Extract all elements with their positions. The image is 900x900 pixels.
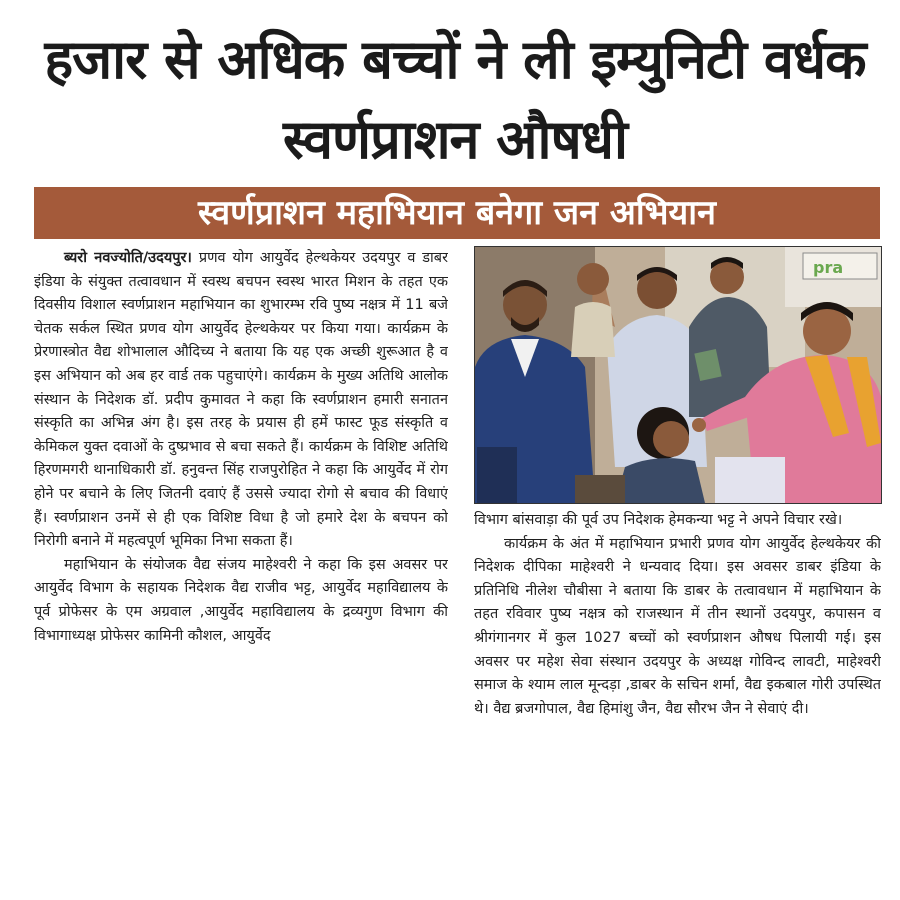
article-paragraph-1 (34, 247, 448, 554)
subheadline-banner (34, 187, 880, 239)
top-cropped-text-strip (30, 0, 880, 8)
article-paragraph-2: महाभियान के संयोजक वैद्य संजय माहेश्वरी ने कहा कि इस अवसर पर आयुर्वेद विभाग के सहायक निदेशक वैद्य राजीव भट्ट, आयुर्वेद महाविद्यालय के पूर्व प्रोफेसर के एम अग्रवाल ,आयुर्वेद महाविद्यालय के द्रव्यगुण विभाग की विभागाध्यक्ष प्रोफेसर कामिनी कौशल, आयुर्वेद (34, 556, 448, 644)
subheadline-text: स्वर्णप्राशन महाभियान बनेगा जन अभियान (198, 193, 716, 233)
article-paragraph-3: विभाग बांसवाड़ा की पूर्व उप निदेशक हेमकन्या भट्ट ने अपने विचार रखे। (474, 512, 843, 528)
photo-event-illustration (475, 247, 881, 503)
byline: ब्यरो नवज्योति/उदयपुर। (64, 250, 192, 266)
article-paragraph-4: कार्यक्रम के अंत में महाभियान प्रभारी प्रणव योग आयुर्वेद हेल्थकेयर की निदेशक दीपिका माहेश्वरी ने धन्यवाद दिया। इस अवसर डाबर इंडिया के प्रतिनिधि नीलेश चौबीसा ने बताया कि डाबर के तत्वावधान में महाभियान के तहत रविवार पुष्य नक्षत्र को राजस्थान में तीन स्थानों उदयपुर, कपासन व श्रीगंगानगर में कुल 1027 बच्चों को स्वर्णप्राशन औषध पिलायी गई। इस अवसर पर महेश सेवा संस्थान उदयपुर के अध्यक्ष गोविन्द लावटी, माहेश्वरी समाज के श्याम लाल मून्दड़ा ,डाबर के सचिन शर्मा, वैद्य इकबाल गोरी उपस्थित थे। वैद्य ब्रजगोपाल, वैद्य हिमांशु जैन, वैद्य सौरभ जैन ने सेवाएं दी। (474, 535, 881, 717)
paragraph-1-text: प्रणव योग आयुर्वेद हेल्थकेयर उदयपुर व डाबर इंडिया के संयुक्त तत्वावधान में स्वस्थ बचपन स्वस्थ भारत मिशन के तहत एक दिवसीय विशाल स्वर्णप्राशन महाभियान का शुभारम्भ रवि पुष्य नक्षत्र में 11 बजे चेतक सर्कल स्थित प्रणव योग आयुर्वेद हेल्थकेयर पर किया गया। कार्यक्रम के प्रेरणास्त्रोत वैद्य शोभालाल औदिच्य ने बताया कि यह एक अच्छी शुरूआत है व इस अभियान को अब हर वार्ड तक पहुचाएंगे। कार्यक्रम के मुख्य अतिथि आलोक संस्थान के निदेशक डॉ. प्रदीप कुमावत ने कहा कि स्वर्णप्राशन हमारी सनातन संस्कृति का अभिन्न अंग है। इस तरह के प्रयास ही हमें फास्ट फूड संस्कृति व केमिकल युक्त दवाओं के दुष्प्रभाव से बचा सकते हैं। कार्यक्रम के विशिष्ट अतिथि हिरणमगरी थानाधिकारी डॉ. हनुवन्त सिंह राजपुरोहित ने कहा कि आयुर्वेद में रोग होने पर बचाने के लिए जितनी दवाएं हैं उससे ज्यादा रोगो से बचाव की विधाएं हैं। स्वर्णप्राशन उनमें से ही एक विशिष्ट विधा है जो हमारे देश के बचपन को निरोगी बनाने में महत्वपूर्ण भूमिका निभा सकता हैं। (34, 250, 448, 550)
article-column-left (34, 247, 448, 892)
photo-banner-text: pra (813, 258, 844, 277)
news-photo (474, 246, 882, 504)
headline: हजार से अधिक बच्चों ने ली इम्युनिटी वर्धक स्वर्णप्राशन औषधी (44, 28, 866, 171)
article-column-right (474, 509, 881, 889)
